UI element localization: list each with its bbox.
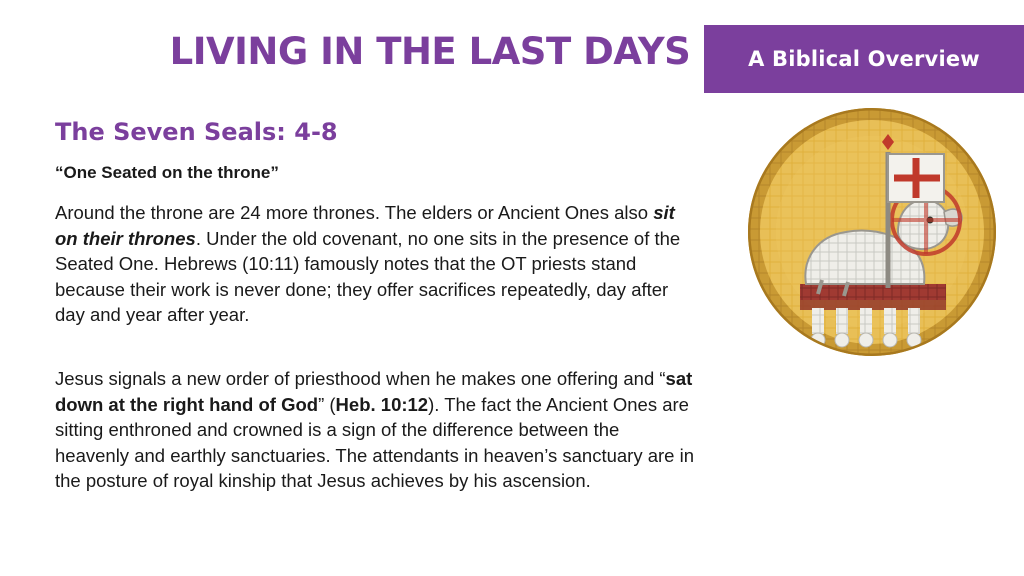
paragraph-2-part-a: Jesus signals a new order of priesthood when he makes one offering and “ <box>55 368 666 389</box>
mosaic-image <box>748 108 996 356</box>
section-heading: The Seven Seals: 4-8 <box>55 118 338 146</box>
subtitle-banner <box>704 25 1024 93</box>
quote-heading: “One Seated on the throne” <box>55 163 279 182</box>
paragraph-2-part-b: ” ( <box>318 393 336 415</box>
paragraph-1-emphasis: sit on their thrones <box>55 202 675 249</box>
mosaic-medallion-circle <box>748 108 996 356</box>
paragraph-2-bold-a: sat down at the right hand of God <box>55 368 693 415</box>
lamb-of-god-icon <box>748 108 996 356</box>
paragraph-1-part-b: . Under the old covenant, no one sits in the presence of the Seated One. Hebrews (10:11) famously notes that the OT priests stand because their work is never done; they offer sacrifices repeatedly, day after day and year after year. <box>55 227 681 326</box>
paragraph-2-part-c: ). The fact the Ancient Ones are sitting enthroned and crowned is a sign of the difference between the heavenly and earthly sanctuaries. The attendants in heaven’s sanctuary are in the posture of royal kinship that Jesus achieves by his ascension. <box>55 393 694 492</box>
page-title: LIVING IN THE LAST DAYS <box>169 30 691 73</box>
paragraph-1-part-a: Around the throne are 24 more thrones. The elders or Ancient Ones also <box>55 202 654 223</box>
body-paragraph-1 <box>55 200 695 328</box>
paragraph-2-bold-b: Heb. 10:12 <box>335 393 429 415</box>
subtitle-text: A Biblical Overview <box>748 47 980 71</box>
body-paragraph-2 <box>55 366 695 494</box>
